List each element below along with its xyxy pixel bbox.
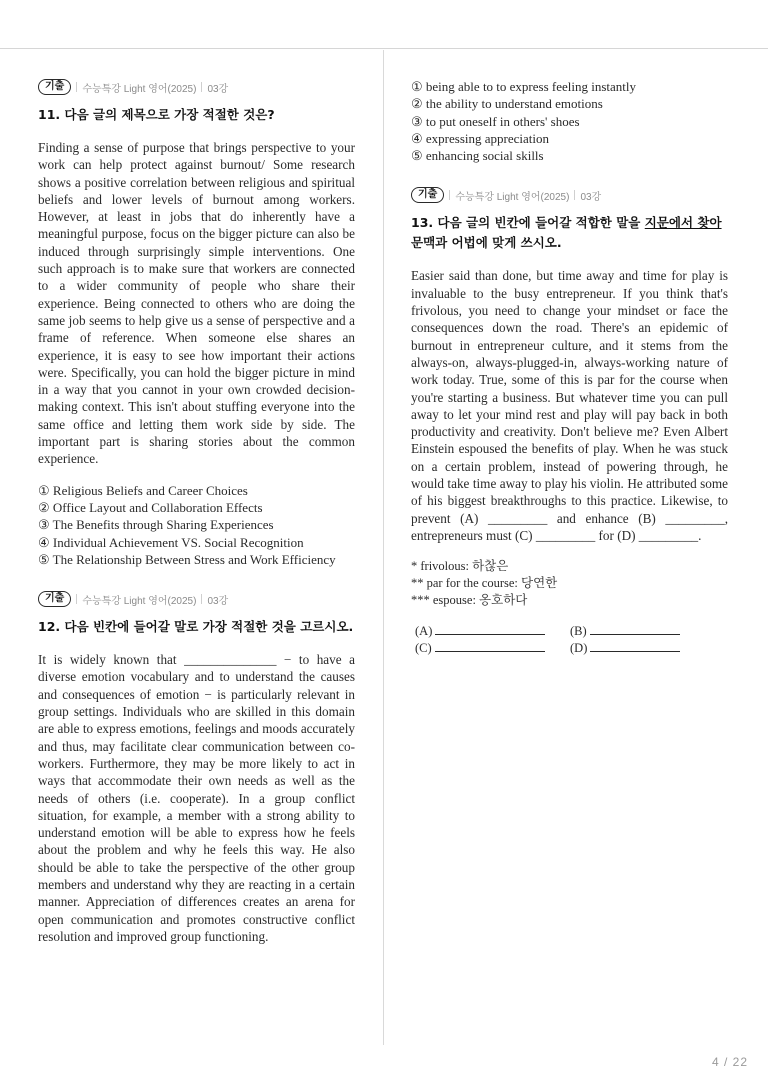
option-item: ⑤ The Relationship Between Stress and Work Efficiency (38, 551, 336, 567)
answer-line (590, 623, 680, 635)
header-divider (0, 48, 768, 49)
source-lesson: 03강 (207, 83, 229, 95)
option-item: ④ expressing appreciation (411, 130, 549, 146)
q12-options (411, 78, 728, 164)
option-item: ① Religious Beliefs and Career Choices (38, 482, 248, 498)
option-item: ④ Individual Achievement VS. Social Recognition (38, 534, 304, 550)
page-number: 4 / 22 (711, 1055, 748, 1069)
answer-line (590, 640, 680, 652)
answer-blank-b[interactable] (570, 623, 725, 639)
source-book: 수능특강 Light 영어(2025) (82, 83, 197, 95)
right-column (411, 78, 728, 656)
answer-line (435, 623, 545, 635)
q12-passage: It is widely known that ______________ − to have a diverse emotion vocabulary and to understand the causes and consequences of emotion − is particularly relevant in group settings. Individuals who are skilled in this domain are able to express emotions, feelings and moods accurately and thus, may facilitate clear communication between co-workers. Furthermore, they may be more likely to act in ways that accommodate their own needs as well as the needs of others (i.e. cooperate). In a group conflict situation, for example, a member with a strong ability to understand emotion will be able to express how he feels about the problem and why he feels this way. He also should be able to take the perspective of the other group members and understand why they are reacting in a certain manner. Appreciation of differences creates an arena for open communication and promotes constructive conflict resolution and improved group functioning. (38, 652, 355, 944)
answer-line (435, 640, 545, 652)
exam-badge: 기출 (38, 79, 71, 95)
source-lesson: 03강 (580, 191, 602, 203)
answer-label: (B) (570, 624, 587, 639)
footnote: ** par for the course: 당연한 (411, 576, 558, 591)
tag-separator (201, 82, 202, 92)
q12-source-tag (38, 590, 355, 608)
exam-badge: 기출 (411, 187, 444, 203)
answer-blank-a[interactable] (415, 623, 570, 639)
q13-title-text: 13. 다음 글의 빈칸에 들어갈 적합한 말을 (411, 215, 645, 231)
left-column (38, 78, 355, 945)
exam-badge: 기출 (38, 591, 71, 607)
q12-title: 12. 다음 빈칸에 들어갈 말로 가장 적절한 것을 고르시오. (38, 619, 354, 635)
answer-label: (A) (415, 624, 433, 639)
answer-blank-d[interactable] (570, 640, 725, 656)
option-item: ③ The Benefits through Sharing Experiences (38, 517, 274, 533)
tag-separator (449, 190, 450, 200)
source-lesson: 03강 (207, 595, 229, 607)
q13-answer-blanks (411, 623, 728, 656)
answer-label: (D) (570, 641, 588, 656)
q11-source-tag (38, 78, 355, 96)
option-item: ② Office Layout and Collaboration Effects (38, 499, 263, 515)
option-item: ① being able to to express feeling instantly (411, 79, 637, 94)
tag-separator (574, 190, 575, 200)
answer-label: (C) (415, 641, 432, 656)
q13-title-emphasis: 지문에서 찾아 (644, 215, 722, 231)
option-item: ② the ability to understand emotions (411, 96, 603, 112)
tag-separator (201, 594, 202, 604)
q13-passage: Easier said than done, but time away and time for play is invaluable to the busy entrepreneur. If you think that's frivolous, you need to change your mindset or face the consequences down the road. There's an epidemic of burnout in entrepreneur culture, and it stems from the always-on, always-plugged-in, always-working nature of work today. True, some of this is par for the course when you're starting a business. But whatever time you can pull away to let your mind rest and play will pay back in both productivity and creativity. Don't believe me? Even Albert Einstein espoused the benefits of play. When he was stuck on a certain problem, instead of powering through, he would take time away to play his violin. He attributed some of his biggest breakthroughs to this practice. Likewise, to prevent (A) _________ and enhance (B) _________, entrepreneurs must (C) _________ for (D) _________. (411, 268, 728, 543)
tag-separator (76, 594, 77, 604)
footnote: * frivolous: 하찮은 (411, 559, 509, 574)
footnote: *** espouse: 옹호하다 (411, 593, 528, 608)
q13-title-text: 문맥과 어법에 맞게 쓰시오. (411, 235, 562, 251)
q11-passage: Finding a sense of purpose that brings perspective to your work can help protect against burnout/ Some research shows a positive correlation between religious and spiritual beliefs and lower levels of burnout among workers. However, at least in jobs that do inherently have a meaningful purpose, focus on the bigger picture can also be induced through surprisingly simple interventions. One such approach is to make sure that workers are connected to a wider community of people who share their experience. Being connected to others who are doing the same job seems to help give us a sense of perspective and a frame of reference. When someone else shares an experience, it is easy to see how important their actions were. Specifically, you can hold the bigger picture in mind in a way that you cannot in your own crowded decision-making context. This isn't about stuffing everyone into the same office and letting them work side by side. The important part is sharing stories about the common experience. (38, 140, 355, 467)
q13-footnotes (411, 558, 728, 609)
q13-title (411, 213, 728, 253)
source-book: 수능특강 Light 영어(2025) (82, 595, 197, 607)
option-item: ③ to put oneself in others' shoes (411, 113, 580, 129)
option-item: ⑤ enhancing social skills (411, 148, 544, 164)
column-divider (383, 50, 384, 1045)
answer-blank-c[interactable] (415, 640, 570, 656)
tag-separator (76, 82, 77, 92)
q13-source-tag (411, 186, 728, 204)
q11-title: 11. 다음 글의 제목으로 가장 적절한 것은? (38, 107, 275, 122)
source-book: 수능특강 Light 영어(2025) (455, 191, 570, 203)
q11-options (38, 482, 355, 568)
